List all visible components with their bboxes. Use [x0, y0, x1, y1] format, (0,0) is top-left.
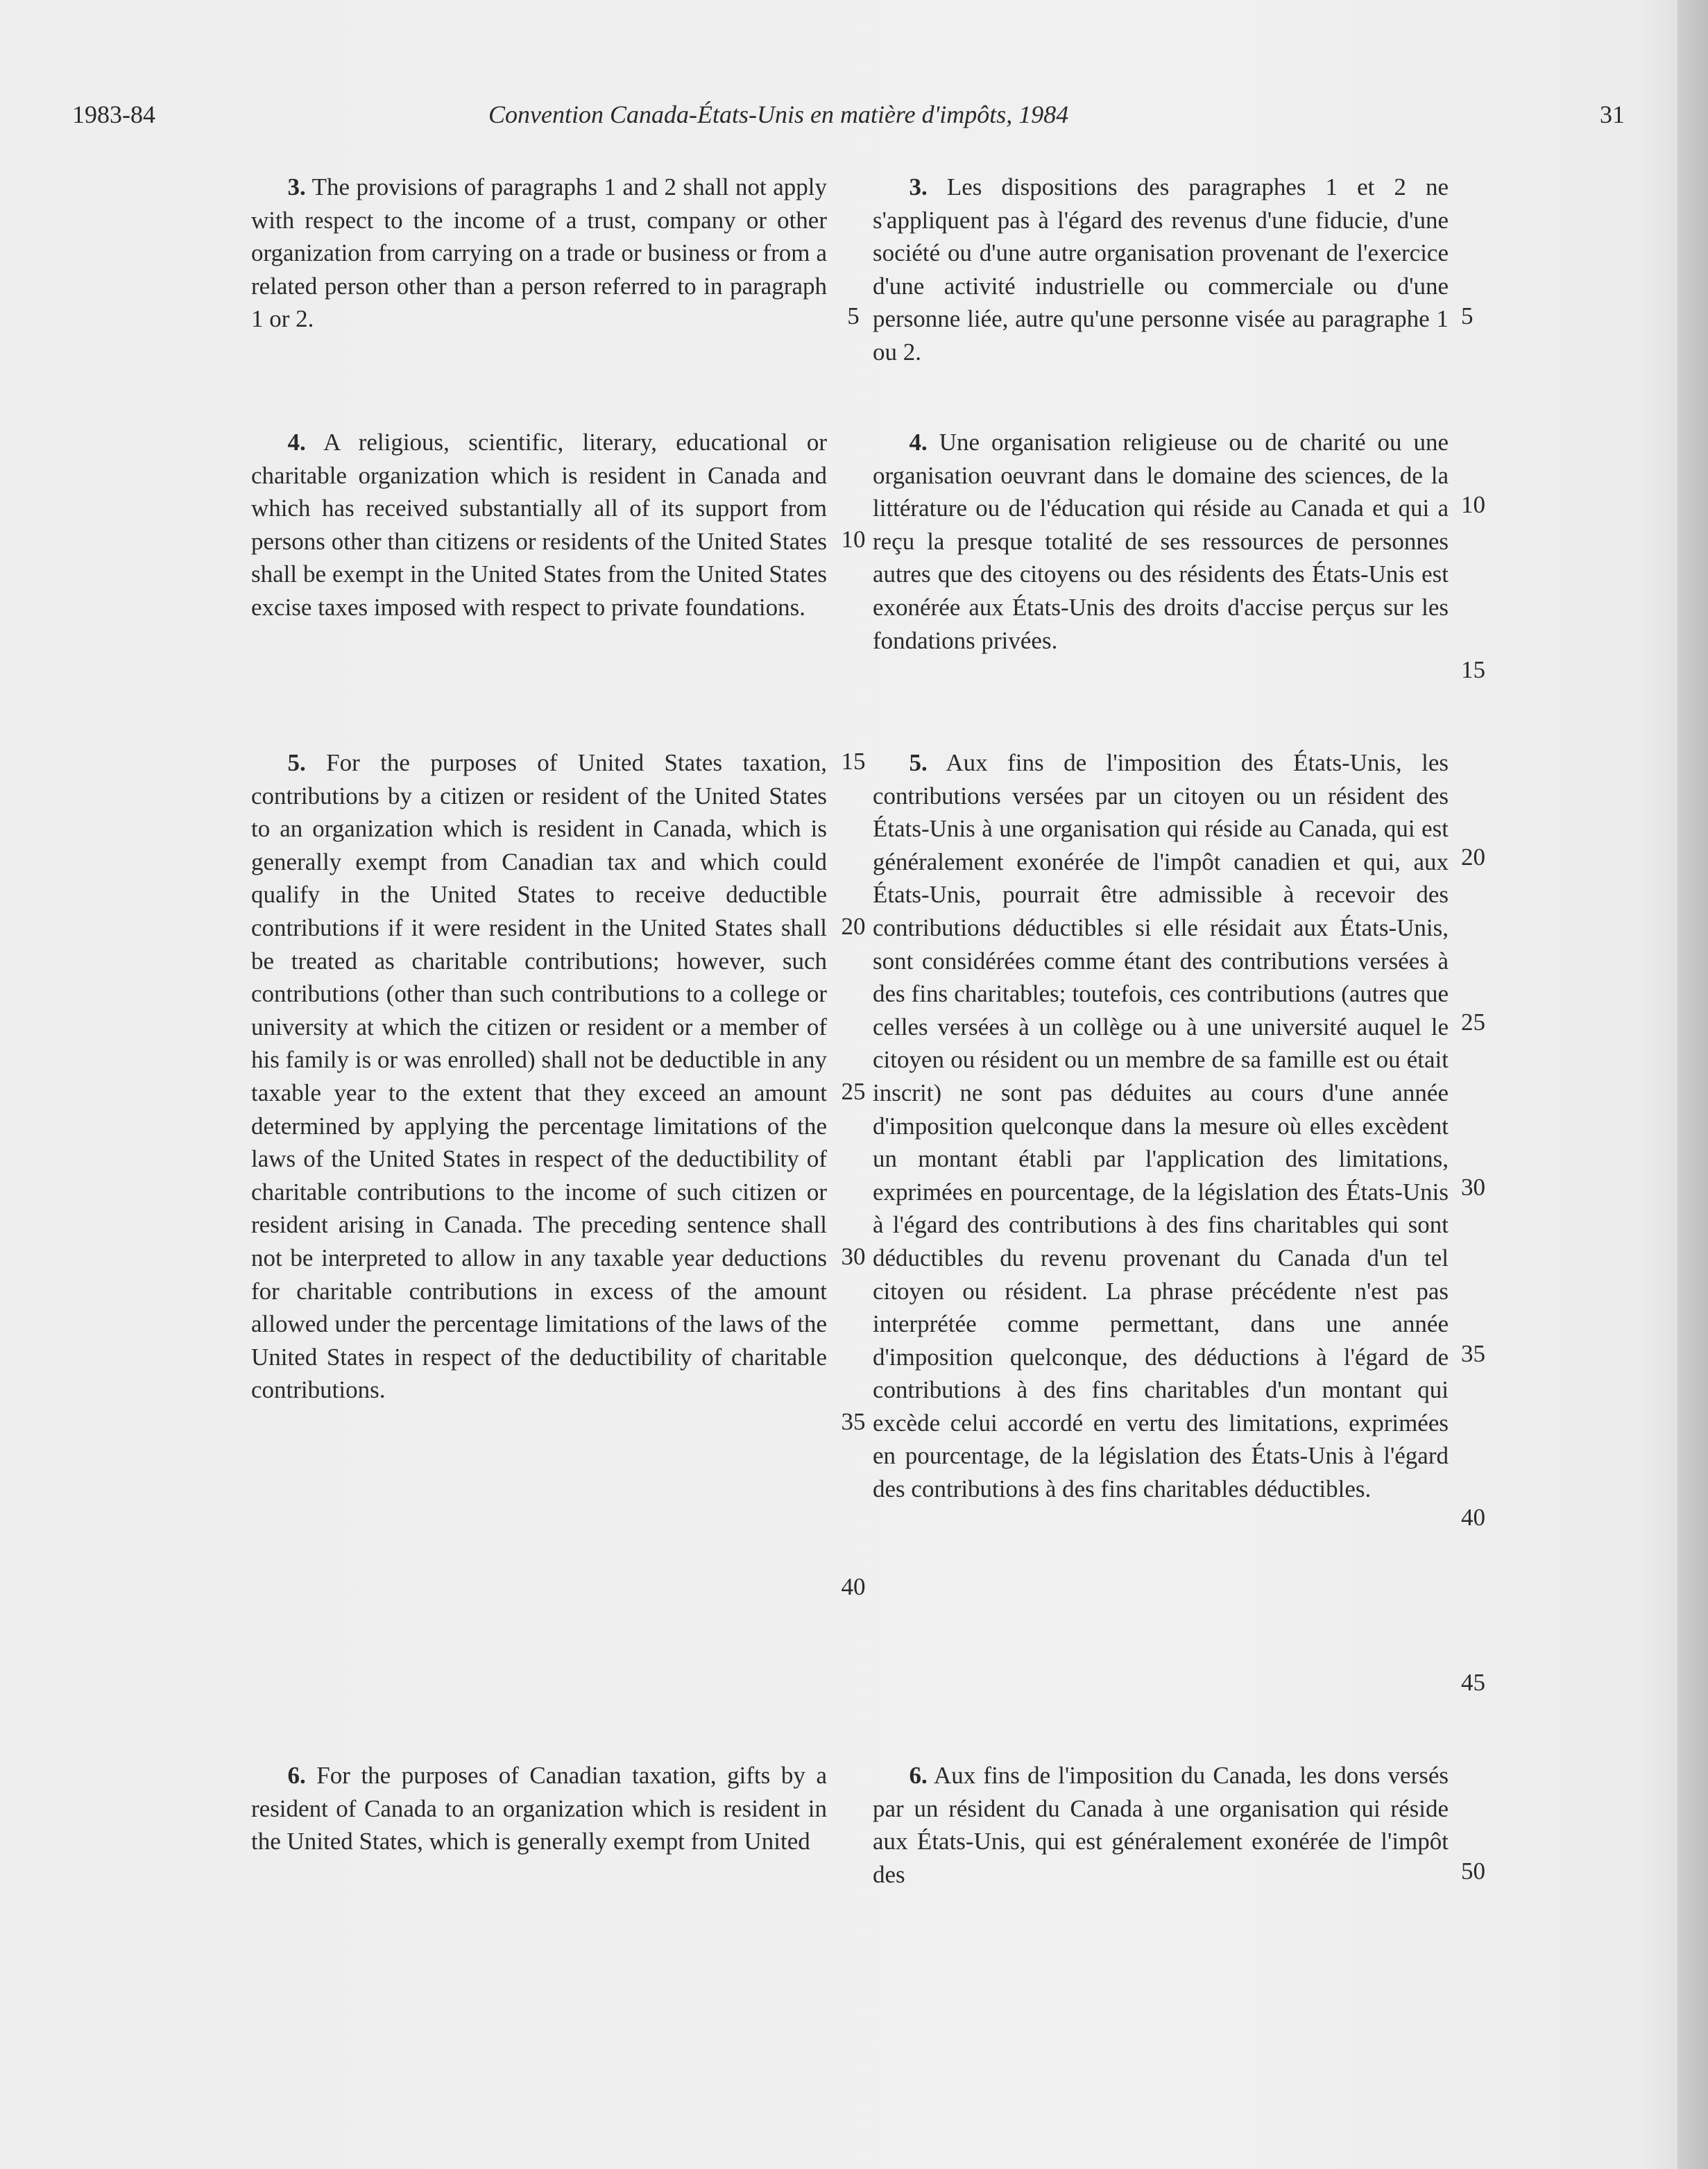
- line-number: 10: [841, 526, 866, 553]
- paragraph-number: 6.: [909, 1762, 928, 1789]
- line-number: 5: [847, 302, 860, 329]
- paragraph-number: 5.: [909, 749, 928, 776]
- page-number: 31: [1600, 101, 1625, 128]
- line-number: 30: [1461, 1174, 1485, 1201]
- paragraph-number: 4.: [909, 429, 928, 456]
- page-edge-shadow: [1677, 0, 1708, 2169]
- line-number: 35: [1461, 1340, 1485, 1367]
- paragraph-text: Aux fins de l'imposition du Canada, les dons versés par un résident du Canada à une organisation qui réside aux États-Unis, qui est généralement exonérée de l'impôt des: [873, 1762, 1449, 1888]
- line-number: 15: [841, 748, 866, 775]
- paragraph-text: For the purposes of Canadian taxation, gifts by a resident of Canada to an organization which is resident in the United States, which is generally exempt from United: [251, 1762, 828, 1855]
- paragraph-text: Une organisation religieuse ou de charité ou une organisation oeuvrant dans le domaine des sciences, de la littérature ou de l'éducation qui réside au Canada et qui a reçu la presque totalité de ses ressources de personnes autres que des citoyens ou des résidents des États-Unis est exonérée aux États-Unis des droits d'accise perçus sur les fondations privées.: [873, 429, 1449, 654]
- line-number: 25: [1461, 1009, 1485, 1036]
- line-number: 45: [1461, 1669, 1485, 1696]
- english-paragraph-4: [251, 426, 827, 624]
- french-paragraph-5: [873, 746, 1449, 1506]
- line-number: 10: [1461, 491, 1485, 518]
- line-number: 50: [1461, 1858, 1485, 1885]
- english-paragraph-6: [251, 1759, 827, 1858]
- paragraph-text: For the purposes of United States taxation, contributions by a citizen or resident of the United States to an organization which is resident in Canada, which is generally exempt from Canadian tax and which could qualify in the United States to receive deductible contributions if it were resident in the United States shall be treated as charitable contributions; however, such contributions (other than such contributions to a college or university at which the citizen or resident or a member of his family is or was enrolled) shall not be deductible in any taxable year to the extent that they exceed an amount determined by applying the percentage limitations of the laws of the United States in respect of the deductibility of charitable contributions to the income of such citizen or resident arising in Canada. The preceding sentence shall not be interpreted to allow in any taxable year deductions for charitable contributions in excess of the amount allowed under the percentage limitations of the laws of the United States in respect of the deductibility of charitable contributions.: [251, 749, 827, 1404]
- line-number: 25: [841, 1078, 866, 1105]
- paragraph-number: 6.: [287, 1762, 306, 1789]
- paragraph-number: 3.: [287, 173, 306, 200]
- paragraph-text: Les dispositions des paragraphes 1 et 2 ne s'appliquent pas à l'égard des revenus d'une fiducie, d'une société ou d'une autre organisation provenant de l'exercice d'une activité industrielle ou commerciale ou d'une personne liée, autre qu'une personne visée au paragraphe 1 ou 2.: [873, 173, 1449, 366]
- line-number: 20: [841, 913, 866, 940]
- french-paragraph-3: [873, 171, 1449, 369]
- paragraph-text: A religious, scientific, literary, educational or charitable organization which is resident in Canada and which has received substantially all of its support from persons other than citizens or residents of the United States shall be exempt in the United States from the United States excise taxes imposed with respect to private foundations.: [251, 429, 827, 621]
- paragraph-text: Aux fins de l'imposition des États-Unis, les contributions versées par un citoyen ou un résident des États-Unis à une organisation qui réside au Canada, qui est généralement exonérée de l'impôt canadien et qui, aux États-Unis, pourrait être admissible à recevoir des contributions déductibles si elle résidait aux États-Unis, sont considérées comme étant des contributions versées à des fins charitables; toutefois, ces contributions (autres que celles versées à un collège ou à une université auquel le citoyen ou résident ou un membre de sa famille est ou était inscrit) ne sont pas déduites au cours d'une année d'imposition quelconque dans la mesure où elles excèdent un montant établi par l'application des limitations, exprimées en pourcentage, de la législation des États-Unis à l'égard des contributions à des fins charitables qui sont déductibles du revenu provenant du Canada d'un tel citoyen ou résident. La phrase précédente n'est pas interprétée comme permettant, dans une année d'imposition quelconque, des déductions à l'égard de contributions à des fins charitables d'un montant qui excède celui accordé en vertu des limitations, exprimées en pourcentage, de la législation des États-Unis à l'égard des contributions à des fins charitables déductibles.: [873, 749, 1449, 1503]
- paragraph-number: 4.: [287, 429, 306, 456]
- french-paragraph-4: [873, 426, 1449, 657]
- line-number: 20: [1461, 843, 1485, 871]
- line-number: 5: [1461, 302, 1474, 329]
- paragraph-text: The provisions of paragraphs 1 and 2 shall not apply with respect to the income of a trust, company or other organization from carrying on a trade or business or from a related person other than a person referred to in paragraph 1 or 2.: [251, 173, 827, 333]
- line-number: 40: [1461, 1504, 1485, 1531]
- paragraph-number: 5.: [287, 749, 306, 776]
- header-year: 1983-84: [72, 101, 155, 128]
- line-number: 30: [841, 1243, 866, 1270]
- line-number: 35: [841, 1408, 866, 1435]
- paragraph-number: 3.: [909, 173, 928, 200]
- line-number: 40: [841, 1573, 866, 1600]
- header-title: Convention Canada-États-Unis en matière d'impôts, 1984: [488, 101, 1069, 128]
- french-paragraph-6: [873, 1759, 1449, 1891]
- line-number: 15: [1461, 656, 1485, 683]
- english-paragraph-3: [251, 171, 827, 336]
- english-paragraph-5: [251, 746, 827, 1407]
